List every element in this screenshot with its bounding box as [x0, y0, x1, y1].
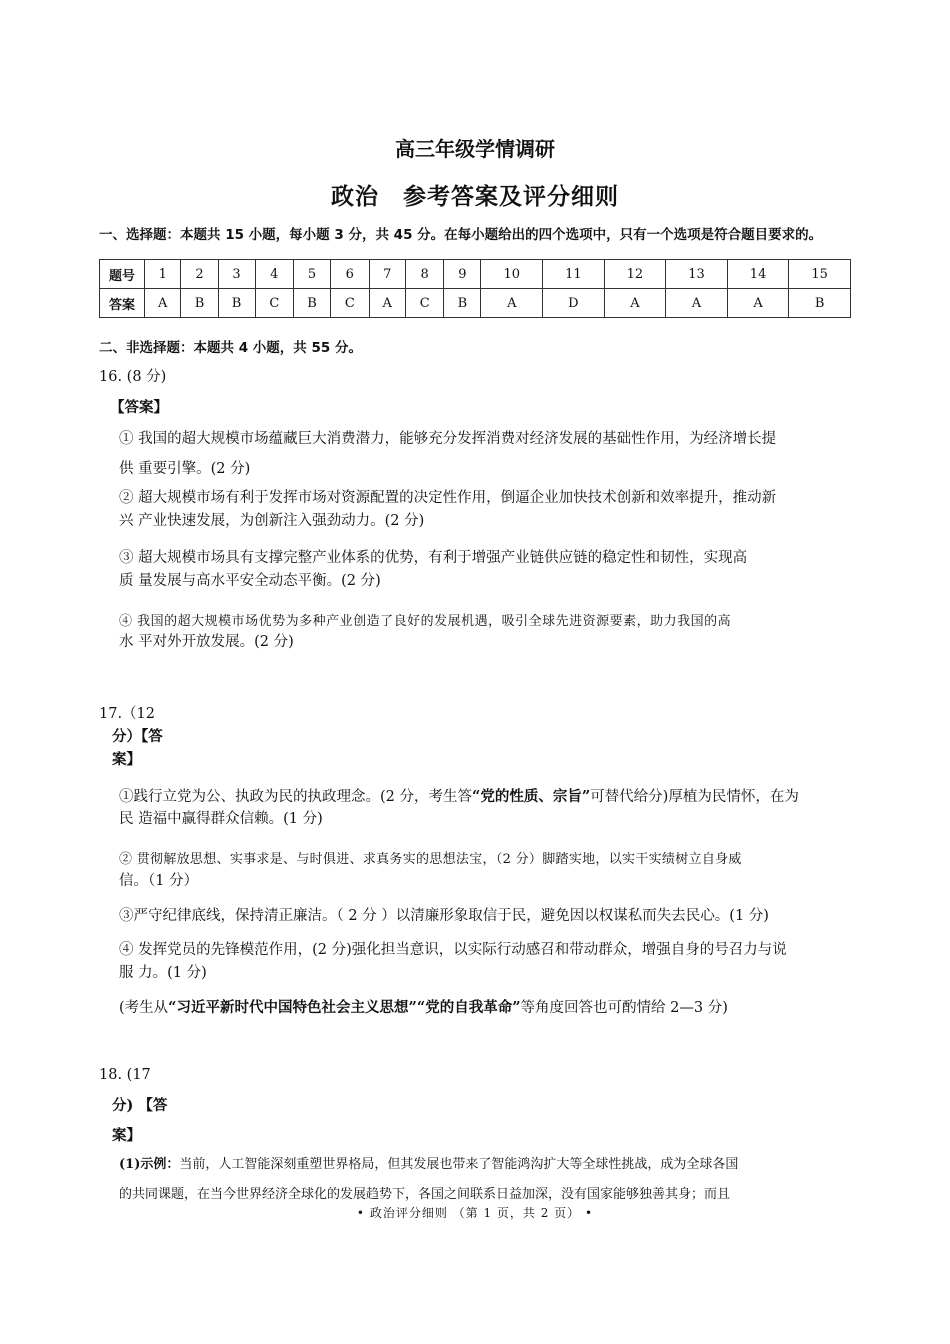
q17-point-1-line-2: 民 造福中赢得群众信赖。(1 分) — [119, 811, 323, 827]
table-cell: C — [331, 289, 369, 318]
q17-note — [119, 997, 728, 1019]
table-cell: A — [481, 289, 543, 318]
table-cell: 14 — [727, 260, 789, 289]
section-2-heading: 二、非选择题：本题共 4 小题，共 55 分。 — [99, 340, 362, 356]
q16-point-4-line-1: ④ 我国的超大规模市场优势为多种产业创造了良好的发展机遇，吸引全球先进资源要素，助力我国的高 — [119, 614, 732, 629]
table-cell: 4 — [255, 260, 293, 289]
table-cell: A — [727, 289, 789, 318]
table-cell: D — [543, 289, 605, 318]
table-cell: 11 — [543, 260, 605, 289]
page-footer: • 政治评分细则 （第 1 页，共 2 页） • — [356, 1206, 594, 1220]
answer-table — [99, 259, 851, 318]
table-cell: 13 — [666, 260, 728, 289]
table-cell: B — [181, 289, 218, 318]
q18-header-line-3: 案】 — [112, 1127, 141, 1144]
table-cell: 10 — [481, 260, 543, 289]
table-cell: A — [604, 289, 666, 318]
table-cell: B — [444, 289, 481, 318]
q16-point-3-line-2: 质 量发展与高水平安全动态平衡。(2 分) — [119, 573, 381, 589]
q16-header: 16. (8 分) — [99, 369, 167, 385]
q16-point-2-line-1: ② 超大规模市场有利于发挥市场对资源配置的决定性作用，倒逼企业加快技术创新和效率提升，推动新 — [119, 490, 777, 506]
q17-note-text-a: (考生从 — [119, 1000, 169, 1016]
table-cell: C — [255, 289, 293, 318]
q16-point-1-line-2: 供 重要引擎。(2 分) — [119, 461, 251, 477]
q17-point-1-text-a: ①践行立党为公、执政为民的执政理念。(2 分，考生答 — [119, 789, 472, 805]
table-cell: 7 — [369, 260, 405, 289]
q17-header-line-1: 17.（12 — [99, 706, 156, 722]
table-cell: 15 — [789, 260, 851, 289]
section-1-heading: 一、选择题：本题共 15 小题，每小题 3 分，共 45 分。在每小题给出的四个选项中，只有一个选项是符合题目要求的。 — [99, 227, 823, 243]
q18-example-label: (1)示例： — [119, 1157, 180, 1172]
q17-point-4-line-1: ④ 发挥党员的先锋模范作用，(2 分)强化担当意识，以实际行动感召和带动群众，增强自身的号召力与说 — [119, 942, 787, 958]
q18-line-1 — [119, 1153, 738, 1172]
table-cell: B — [789, 289, 851, 318]
table-row — [100, 260, 851, 289]
page-title: 高三年级学情调研 — [395, 137, 555, 161]
q17-point-1-emphasis: “党的性质、宗旨” — [472, 788, 591, 805]
q18-line-2: 的共同课题，在当今世界经济全球化的发展趋势下，各国之间联系日益加深，没有国家能够独善其身；而且 — [119, 1187, 731, 1202]
q17-point-3: ③严守纪律底线，保持清正廉洁。（ 2 分 ）以清廉形象取信于民，避免因以权谋私而失去民心。(1 分) — [119, 908, 769, 924]
q17-point-1-text-c: 可替代给分)厚植为民情怀，在为 — [590, 789, 799, 805]
table-cell: A — [369, 289, 405, 318]
q17-point-2-line-2: 信。（1 分） — [119, 873, 199, 889]
table-cell: B — [218, 289, 255, 318]
q17-note-emphasis: “习近平新时代中国特色社会主义思想”“党的自我革命” — [168, 999, 521, 1016]
q18-header-line-2: 分) 【答 — [112, 1097, 168, 1114]
table-cell: 1 — [145, 260, 181, 289]
q17-header-line-3: 案】 — [112, 751, 141, 768]
q18-line-1-text: 当前，人工智能深刻重塑世界格局，但其发展也带来了智能鸿沟扩大等全球性挑战，成为全球各国 — [179, 1157, 739, 1172]
q16-point-2-line-2: 兴 产业快速发展，为创新注入强劲动力。(2 分) — [119, 513, 425, 529]
q16-point-4-line-2: 水 平对外开放发展。(2 分) — [119, 634, 294, 650]
table-cell: 9 — [444, 260, 481, 289]
q17-point-1-line-1 — [119, 786, 799, 808]
table-cell: 6 — [331, 260, 369, 289]
row-label-answer: 答案 — [100, 289, 145, 318]
table-cell: A — [145, 289, 181, 318]
page-subtitle: 政治 参考答案及评分细则 — [331, 183, 619, 210]
q18-header-line-1: 18. (17 — [99, 1067, 151, 1083]
table-cell: B — [294, 289, 331, 318]
table-cell: 8 — [405, 260, 443, 289]
q16-point-3-line-1: ③ 超大规模市场具有支撑完整产业体系的优势，有利于增强产业链供应链的稳定性和韧性，实现高 — [119, 550, 748, 566]
table-cell: 5 — [294, 260, 331, 289]
table-cell: 12 — [604, 260, 666, 289]
q17-point-4-line-2: 服 力。(1 分) — [119, 965, 207, 981]
q17-header-line-2: 分）【答 — [112, 728, 163, 745]
q16-answer-label: 【答案】 — [110, 399, 168, 416]
row-label-number: 题号 — [100, 260, 145, 289]
q17-note-text-c: 等角度回答也可酌情给 2—3 分) — [520, 1000, 728, 1016]
q16-point-1-line-1: ① 我国的超大规模市场蕴藏巨大消费潜力，能够充分发挥消费对经济发展的基础性作用，为经济增长提 — [119, 431, 777, 447]
q17-point-2-line-1: ② 贯彻解放思想、实事求是、与时俱进、求真务实的思想法宝，（2 分）脚踏实地，以实干实绩树立自身威 — [119, 852, 742, 867]
table-cell: 2 — [181, 260, 218, 289]
table-cell: 3 — [218, 260, 255, 289]
table-cell: A — [666, 289, 728, 318]
table-row — [100, 289, 851, 318]
table-cell: C — [405, 289, 443, 318]
